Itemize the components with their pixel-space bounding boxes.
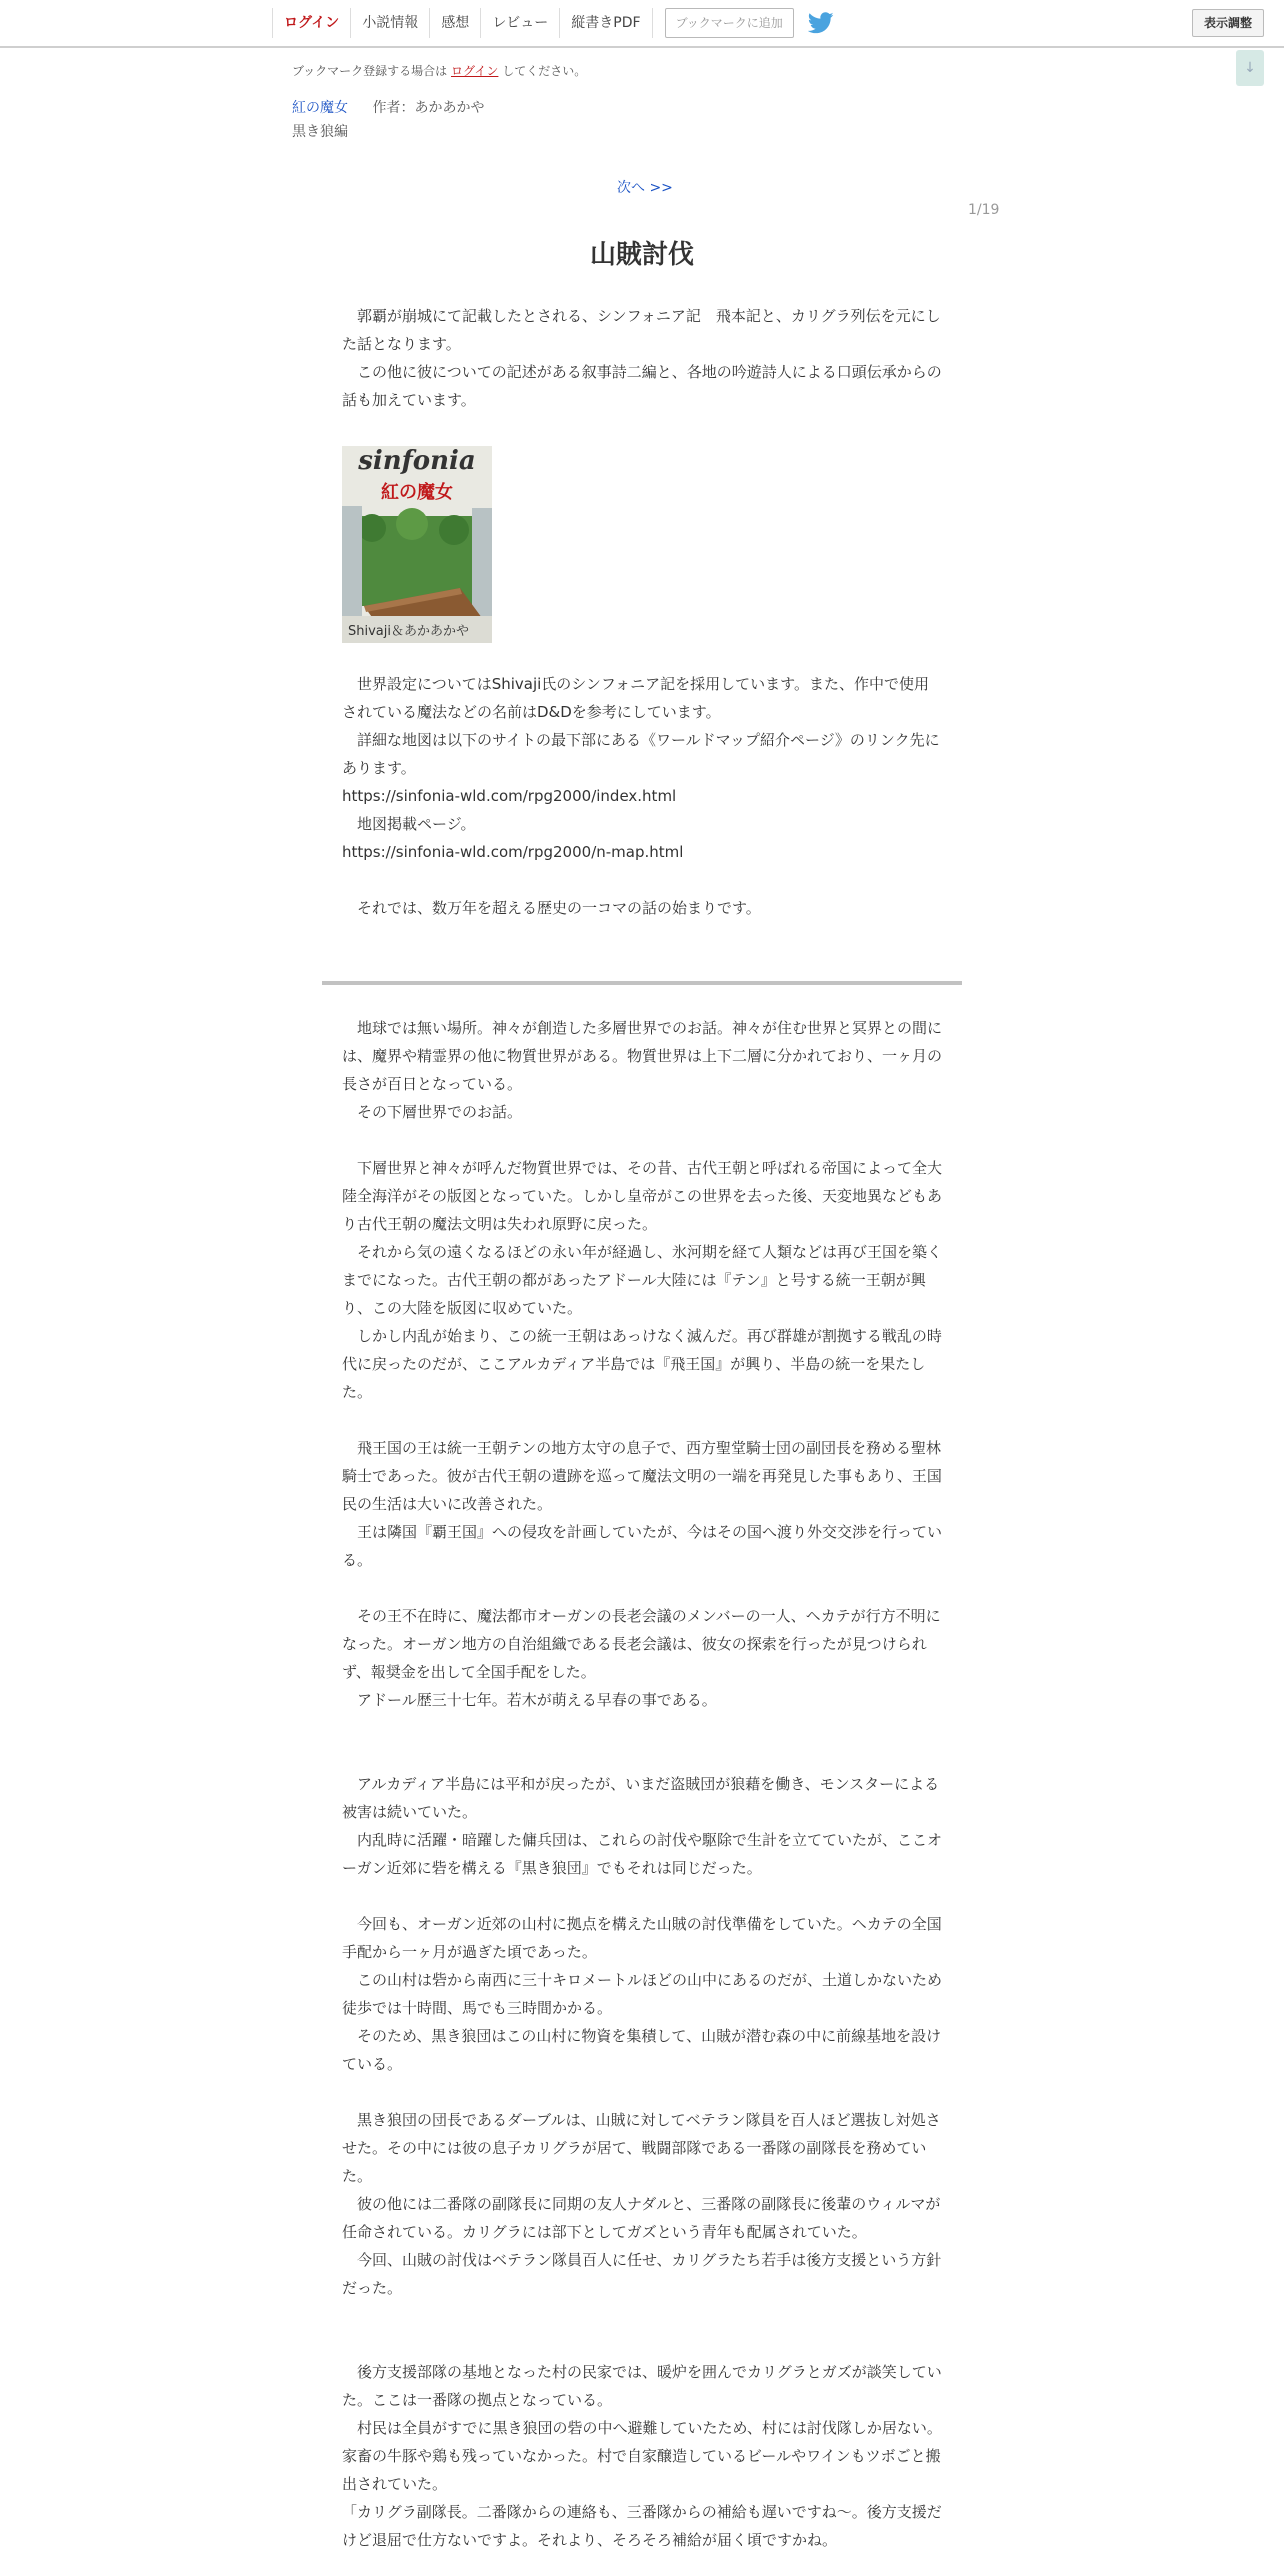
preface2-block bbox=[342, 670, 942, 922]
preface-paragraph: この他に彼についての記述がある叙事詩二編と、各地の吟遊詩人による口頭伝承からの話も加えています。 bbox=[342, 363, 942, 409]
add-bookmark-button[interactable]: ブックマークに追加 bbox=[665, 8, 794, 38]
series-info bbox=[292, 97, 484, 117]
body-paragraph: 内乱時に活躍・暗躍した傭兵団は、これらの討伐や駆除で生計を立てていたが、ここオーガン近郊に砦を構える『黒き狼団』でもそれは同じだった。 bbox=[342, 1831, 943, 1877]
cover-image bbox=[342, 446, 492, 643]
body-paragraph: 「カリグラ副隊長。二番隊からの連絡も、三番隊からの補給も遅いですね～。後方支援だけど退屈で仕方ないですよ。それより、そろそろ補給が届く頃ですかね。 bbox=[342, 2503, 942, 2549]
cover-credit: Shivaji＆あかあかや bbox=[348, 624, 469, 639]
body-paragraph: アドール歴三十七年。若木が萌える早春の事である。 bbox=[342, 1691, 717, 1709]
chapter-name: 黒き狼編 bbox=[292, 124, 348, 140]
body-paragraph: その下層世界でのお話。 bbox=[342, 1103, 523, 1121]
preface-paragraph: それでは、数万年を超える歴史の一コマの話の始まりです。 bbox=[342, 899, 761, 917]
body-paragraph: それから気の遠くなるほどの永い年が経過し、氷河期を経て人類などは再び王国を築くまでになった。古代王朝の都があったアドール大陸には『テン』と号する統一王朝が興り、この大陸を版図に収めていた。 bbox=[342, 1243, 943, 1317]
page-counter: 1/19 bbox=[968, 202, 1000, 218]
blank-line bbox=[342, 1714, 942, 1742]
body-paragraph: その王不在時に、魔法都市オーガンの長老会議のメンバーの一人、ヘカテが行方不明になった。オーガン地方の自治組織である長老会議は、彼女の探索を行ったが見つけられず、報奨金を出して全国手配をした。 bbox=[342, 1607, 941, 1681]
bookmark-notice bbox=[292, 62, 586, 79]
body-paragraph: 今回、山賊の討伐はベテラン隊員百人に任せ、カリグラたち若手は後方支援という方針だった。 bbox=[342, 2251, 942, 2297]
blank-line bbox=[342, 1574, 942, 1602]
body-paragraph: 後方支援部隊の基地となった村の民家では、暖炉を囲んでカリグラとガズが談笑していた。ここは一番隊の拠点となっている。 bbox=[342, 2363, 942, 2409]
blank-line bbox=[342, 866, 942, 894]
vertical-pdf-link[interactable]: 縦書きPDF bbox=[559, 8, 652, 38]
twitter-bird-icon[interactable] bbox=[808, 12, 834, 34]
body-paragraph: そのため、黒き狼団はこの山村に物資を集積して、山賊が潜む森の中に前線基地を設けている。 bbox=[342, 2027, 942, 2073]
body-paragraph: この山村は砦から南西に三十キロメートルほどの山中にあるのだが、土道しかないため徒歩では十時間、馬でも三時間かかる。 bbox=[342, 1971, 943, 2017]
blank-line bbox=[342, 2302, 942, 2330]
blank-line bbox=[342, 2330, 942, 2358]
body-paragraph: 下層世界と神々が呼んだ物質世界では、その昔、古代王朝と呼ばれる帝国によって全大陸全海洋がその版図となっていた。しかし皇帝がこの世界を去った後、天変地異などもあり古代王朝の魔法文明は失われ原野に戻った。 bbox=[342, 1159, 943, 1233]
body-text bbox=[342, 1014, 942, 2554]
notice-suffix: してください。 bbox=[502, 64, 587, 78]
body-paragraph: 飛王国の王は統一王朝テンの地方太守の息子で、西方聖堂騎士団の副団長を務める聖林騎士であった。彼が古代王朝の遺跡を巡って魔法文明の一端を再発見した事もあり、王国民の生活は大いに改善された。 bbox=[342, 1439, 942, 1513]
preface-paragraph: 詳細な地図は以下のサイトの最下部にある《ワールドマップ紹介ページ》のリンク先にあります。 bbox=[342, 731, 940, 777]
episode-title: 山賊討伐 bbox=[589, 240, 694, 270]
notice-login-link[interactable]: ログイン bbox=[451, 64, 499, 78]
next-page-link[interactable]: 次へ >> bbox=[617, 180, 673, 196]
blank-line bbox=[342, 1742, 942, 1770]
cover-title-ja: 紅の魔女 bbox=[381, 482, 453, 503]
series-title-link[interactable]: 紅の魔女 bbox=[292, 100, 348, 116]
novel-info-link[interactable]: 小説情報 bbox=[350, 8, 429, 38]
body-paragraph: 地球では無い場所。神々が創造した多層世界でのお話。神々が住む世界と冥界との間には、魔界や精霊界の他に物質世界がある。物質世界は上下二層に分かれており、一ヶ月の長さが百日となっている。 bbox=[342, 1019, 943, 1093]
scroll-down-button[interactable]: ↓ bbox=[1236, 50, 1264, 86]
preface-paragraph: 郭覇が崩城にて記載したとされる、シンフォニア記 飛本記と、カリグラ列伝を元にした話となります。 bbox=[342, 307, 941, 353]
author-name: 作者：あかあかや bbox=[372, 100, 485, 116]
top-navigation-bar bbox=[0, 0, 1284, 48]
site-url: https://sinfonia-wld.com/rpg2000/index.html bbox=[342, 787, 677, 805]
login-link[interactable]: ログイン bbox=[272, 8, 350, 38]
blank-line bbox=[342, 1406, 942, 1434]
body-paragraph: アルカディア半島には平和が戻ったが、いまだ盗賊団が狼藉を働き、モンスターによる被害は続いていた。 bbox=[342, 1775, 940, 1821]
body-paragraph: 彼の他には二番隊の副隊長に同期の友人ナダルと、三番隊の副隊長に後輩のウィルマが任命されている。カリグラには部下としてガズという青年も配属されていた。 bbox=[342, 2195, 941, 2241]
body-paragraph: 村民は全員がすでに黒き狼団の砦の中へ避難していたため、村には討伐隊しか居ない。家畜の牛豚や鶏も残っていなかった。村で自家醸造しているビールやワインもツボごと搬出されていた。 bbox=[342, 2419, 942, 2493]
body-paragraph: 黒き狼団の団長であるダーブルは、山賊に対してベテラン隊員を百人ほど選抜し対処させた。その中には彼の息子カリグラが居て、戦闘部隊である一番隊の副隊長を務めていた。 bbox=[342, 2111, 941, 2185]
preface-paragraph: 地図掲載ページ。 bbox=[342, 815, 476, 833]
preface-paragraph: 世界設定についてはShivaji氏のシンフォニア記を採用しています。また、作中で使用されている魔法などの名前はD&Dを参考にしています。 bbox=[342, 675, 929, 721]
impressions-link[interactable]: 感想 bbox=[429, 8, 480, 38]
blank-line bbox=[342, 2078, 942, 2106]
body-paragraph: 今回も、オーガン近郊の山村に拠点を構えた山賊の討伐準備をしていた。ヘカテの全国手配から一ヶ月が過ぎた頃であった。 bbox=[342, 1915, 942, 1961]
map-url: https://sinfonia-wld.com/rpg2000/n-map.html bbox=[342, 843, 684, 861]
body-paragraph: 王は隣国『覇王国』への侵攻を計画していたが、今はその国へ渡り外交交渉を行っている。 bbox=[342, 1523, 943, 1569]
header-nav bbox=[272, 8, 834, 38]
review-link[interactable]: レビュー bbox=[480, 8, 559, 38]
body-paragraph: しかし内乱が始まり、この統一王朝はあっけなく滅んだ。再び群雄が割拠する戦乱の時代に戻ったのだが、ここアルカディア半島では『飛王国』が興り、半島の統一を果たした。 bbox=[342, 1327, 942, 1401]
cover-title-en: sinfonia bbox=[358, 446, 476, 476]
display-settings-button[interactable]: 表示調整 bbox=[1192, 9, 1264, 37]
section-divider bbox=[322, 981, 962, 985]
notice-prefix: ブックマーク登録する場合は bbox=[292, 64, 448, 78]
blank-line bbox=[342, 1882, 942, 1910]
preface-block bbox=[342, 302, 942, 414]
blank-line bbox=[342, 1126, 942, 1154]
